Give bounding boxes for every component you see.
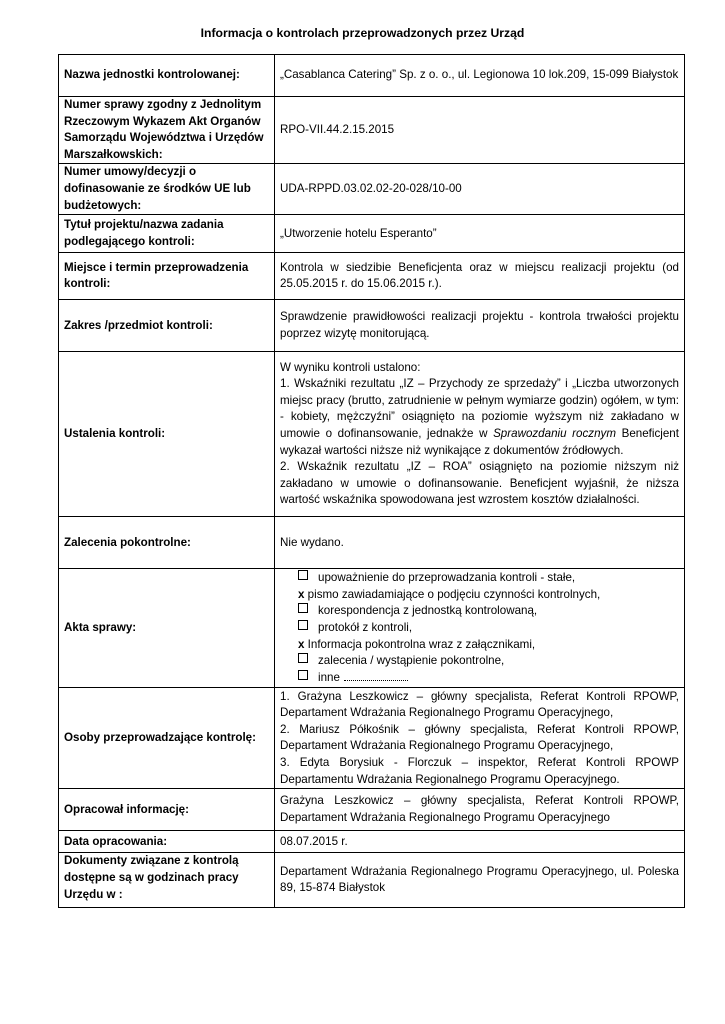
recommendations-value: Nie wydano. — [275, 517, 685, 569]
table-row-findings — [59, 352, 685, 517]
documents-value: Departament Wdrażania Regionalnego Programu Operacyjnego, ul. Poleska 89, 15-874 Białystok — [275, 853, 685, 908]
files-item — [280, 620, 679, 637]
scope-label: Zakres /przedmiot kontroli: — [59, 300, 275, 352]
unit-label: Nazwa jednostki kontrolowanej: — [59, 55, 275, 97]
table-row-prepared-by — [59, 789, 685, 831]
inspectors-value — [275, 688, 685, 789]
case-number-value: RPO-VII.44.2.15.2015 — [275, 97, 685, 164]
project-value: „Utworzenie hotelu Esperanto” — [275, 215, 685, 253]
recommendations-label: Zalecenia pokontrolne: — [59, 517, 275, 569]
files-item — [280, 670, 679, 687]
findings-p1-b: Beneficjent wykazał wartości niższe niż wynikające z dokumentów źródłowych. — [280, 427, 679, 457]
place-value: Kontrola w siedzibie Beneficjenta oraz w miejscu realizacji projektu (od 25.05.2015 r. do 15.06.2015 r.). — [275, 253, 685, 300]
files-item-text: pismo zawiadamiające o podjęciu czynności kontrolnych, — [307, 587, 601, 601]
inspector-line-2: 2. Mariusz Półkośnik – główny specjalista, Referat Kontroli RPOWP, Departament Wdrażania Regionalnego Programu Operacyjnego, — [280, 722, 679, 753]
table-row-files — [59, 569, 685, 688]
x-mark-icon: x — [298, 587, 308, 601]
prepared-by-value: Grażyna Leszkowicz – główny specjalista, Referat Kontroli RPOWP, Departament Wdrażania Regionalnego Programu Operacyjnego — [275, 789, 685, 831]
table-row-place — [59, 253, 685, 300]
findings-paragraph-1 — [280, 376, 679, 459]
table-row-agreement — [59, 164, 685, 215]
files-item-text: korespondencja z jednostką kontrolowaną, — [318, 604, 538, 618]
inspector-line-1: 1. Grażyna Leszkowicz – główny specjalista, Referat Kontroli RPOWP, Departament Wdrażania Regionalnego Programu Operacyjnego, — [280, 689, 679, 720]
table-row-unit — [59, 55, 685, 97]
inspection-info-table — [58, 54, 685, 908]
findings-value — [275, 352, 685, 517]
files-item-text: zalecenia / wystąpienie pokontrolne, — [318, 654, 505, 668]
x-mark-icon: x — [298, 637, 308, 651]
table-row-date — [59, 831, 685, 853]
date-value: 08.07.2015 r. — [275, 831, 685, 853]
files-label: Akta sprawy: — [59, 569, 275, 688]
files-list — [275, 569, 685, 688]
checkbox-icon — [298, 670, 308, 680]
table-row-inspectors — [59, 688, 685, 789]
table-row-recommendations — [59, 517, 685, 569]
unit-value: „Casablanca Catering” Sp. z o. o., ul. Legionowa 10 lok.209, 15-099 Białystok — [275, 55, 685, 97]
findings-paragraph-2: 2. Wskaźnik rezultatu „IZ – ROA” osiągnięto na poziomie niższym niż zakładano w umowie o dofinansowanie. Beneficjent wyjaśnił, że niższa wartość wskaźnika spowodowana jest wzrostem kosztów działalności. — [280, 460, 679, 507]
project-label: Tytuł projektu/nazwa zadania podlegającego kontroli: — [59, 215, 275, 253]
files-item — [280, 637, 679, 654]
table-row-project — [59, 215, 685, 253]
findings-p1-a: 1. Wskaźniki rezultatu „IZ – Przychody ze sprzedaży” i „Liczba utworzonych miejsc pracy (brutto, zatrudnienie w pełnym wymiarze godzin) ogółem, w tym: - kobiety, mężczyźni” osiągnięto na poziomie wyższym niż zakładano w umowie o dofinansowanie, jednakże w — [280, 377, 679, 441]
files-item-text: inne — [318, 670, 340, 684]
files-item — [280, 653, 679, 670]
checkbox-icon — [298, 603, 308, 613]
inspectors-label: Osoby przeprowadzające kontrolę: — [59, 688, 275, 789]
case-number-label: Numer sprawy zgodny z Jednolitym Rzeczowym Wykazem Akt Organów Samorządu Województwa i Urzędów Marszałkowskich: — [59, 97, 275, 164]
table-row-scope — [59, 300, 685, 352]
agreement-value: UDA-RPPD.03.02.02-20-028/10-00 — [275, 164, 685, 215]
dotted-fill — [344, 670, 408, 681]
checkbox-icon — [298, 620, 308, 630]
inspector-line-3: 3. Edyta Borysiuk - Florczuk – inspektor, Referat Kontroli RPOWP Departamentu Wdrażania Regionalnego Programu Operacyjnego. — [280, 755, 679, 786]
place-label: Miejsce i termin przeprowadzenia kontroli: — [59, 253, 275, 300]
page-title: Informacja o kontrolach przeprowadzonych przez Urząd — [200, 26, 525, 40]
prepared-by-label: Opracował informację: — [59, 789, 275, 831]
agreement-label: Numer umowy/decyzji o dofinasowanie ze środków UE lub budżetowych: — [59, 164, 275, 215]
files-item-text: Informacja pokontrolna wraz z załącznikami, — [307, 637, 536, 651]
checkbox-icon — [298, 570, 308, 580]
table-row-case-number — [59, 97, 685, 164]
findings-p1-italic: Sprawozdaniu rocznym — [493, 427, 616, 441]
checkbox-icon — [298, 653, 308, 663]
files-item-text: protokół z kontroli, — [318, 621, 413, 635]
files-item — [280, 603, 679, 620]
scope-value: Sprawdzenie prawidłowości realizacji projektu - kontrola trwałości projektu poprzez wizytę monitorującą. — [275, 300, 685, 352]
findings-label: Ustalenia kontroli: — [59, 352, 275, 517]
findings-intro: W wyniku kontroli ustalono: — [280, 360, 421, 374]
files-item — [280, 570, 679, 587]
table-row-documents — [59, 853, 685, 908]
documents-label: Dokumenty związane z kontrolą dostępne są w godzinach pracy Urzędu w : — [59, 853, 275, 908]
files-item-text: upoważnienie do przeprowadzania kontroli - stałe, — [318, 571, 576, 585]
files-item — [280, 587, 679, 604]
date-label: Data opracowania: — [59, 831, 275, 853]
